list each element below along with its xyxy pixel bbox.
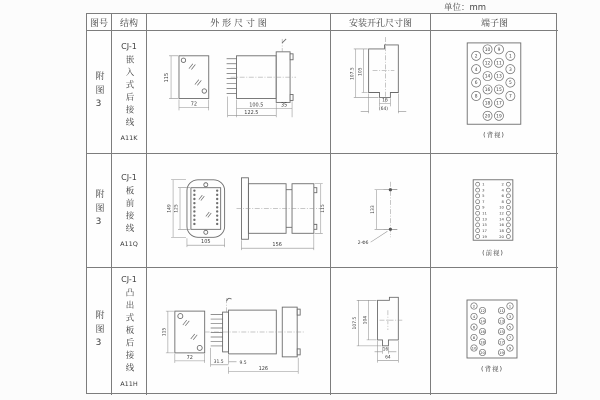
- svg-text:12: 12: [484, 61, 491, 67]
- svg-text:16: 16: [484, 88, 491, 94]
- model-code-label: A11H: [120, 379, 138, 388]
- dim-label: 100.5: [249, 102, 264, 109]
- svg-text:16: 16: [499, 223, 504, 228]
- header-fig-no: 图号: [87, 14, 112, 31]
- fig-no-label: 附图3: [93, 189, 104, 232]
- svg-text:20: 20: [484, 114, 491, 120]
- mounting-hole-drawing-a11q: [331, 154, 430, 267]
- svg-text:15: 15: [496, 88, 502, 94]
- svg-text:5: 5: [482, 194, 485, 199]
- structure-cell-row3: [112, 268, 147, 395]
- svg-text:10: 10: [471, 345, 477, 351]
- svg-text:7: 7: [482, 199, 485, 204]
- svg-text:11: 11: [496, 61, 502, 67]
- dim-label: 104: [363, 315, 369, 325]
- svg-text:11: 11: [482, 211, 487, 216]
- svg-text:12: 12: [480, 307, 485, 313]
- wiring-type-label: 板前接线: [124, 186, 134, 236]
- outline-drawing-a11k: [147, 31, 330, 153]
- model-label: CJ-1: [121, 173, 137, 182]
- dim-label: 115: [162, 327, 168, 337]
- hole-spec-label: 2-Φ6: [357, 241, 369, 247]
- svg-text:2: 2: [501, 182, 504, 187]
- terminal-diagram-a11h: [431, 268, 558, 395]
- svg-text:18: 18: [484, 101, 491, 107]
- outline-cell-row3: [147, 268, 331, 395]
- structure-cell-row2: [112, 154, 147, 268]
- svg-text:9: 9: [508, 345, 512, 351]
- svg-text:1: 1: [508, 303, 512, 309]
- svg-text:2: 2: [474, 54, 478, 60]
- terminal-circles: [471, 303, 513, 356]
- unit-label: 单位：mm: [444, 3, 487, 13]
- svg-text:3: 3: [508, 67, 512, 73]
- svg-text:14: 14: [480, 318, 485, 324]
- svg-text:5: 5: [508, 324, 512, 330]
- svg-text:8: 8: [501, 199, 504, 204]
- svg-text:20: 20: [499, 234, 504, 239]
- fig-no-label: 附图3: [93, 310, 104, 353]
- model-code-label: A11K: [120, 134, 138, 142]
- dim-label: 9.5: [239, 360, 247, 366]
- svg-text:7: 7: [508, 94, 512, 100]
- svg-text:15: 15: [482, 223, 487, 228]
- svg-text:18: 18: [480, 339, 485, 345]
- svg-text:7: 7: [508, 334, 512, 340]
- outline-drawing-a11h: [147, 268, 330, 395]
- dim-label: 64: [385, 355, 391, 361]
- svg-text:6: 6: [474, 81, 478, 87]
- view-caption: (前视): [482, 249, 504, 258]
- dim-label: 122.5: [244, 109, 259, 116]
- svg-text:14: 14: [484, 74, 491, 80]
- svg-text:17: 17: [499, 339, 504, 345]
- svg-text:1: 1: [482, 182, 485, 187]
- dim-label: 115: [164, 72, 171, 83]
- dim-label: (64): [378, 106, 389, 112]
- svg-text:20: 20: [480, 349, 485, 355]
- dim-label: 72: [186, 354, 193, 361]
- spec-table: [86, 13, 557, 394]
- terminal-cell-row2: [431, 154, 558, 268]
- dim-label: 107.5: [350, 67, 356, 81]
- header-mounting: 安装开孔尺寸图: [331, 14, 431, 31]
- svg-text:17: 17: [482, 228, 487, 233]
- mounting-hole-drawing-a11k: [331, 31, 430, 153]
- svg-text:6: 6: [501, 194, 504, 199]
- terminal-numbers: [472, 303, 512, 355]
- fig-no-cell-row1: [87, 31, 112, 154]
- svg-text:10: 10: [484, 47, 491, 53]
- outline-drawing-a11q: [147, 154, 330, 267]
- terminal-circles: [476, 182, 511, 238]
- fig-no-cell-row2: [87, 154, 112, 268]
- terminal-diagram-a11k: [431, 31, 558, 153]
- outline-cell-row2: [147, 154, 331, 268]
- dim-label: 107.5: [353, 316, 359, 330]
- dim-label: 133: [371, 205, 377, 214]
- svg-text:5: 5: [508, 81, 512, 87]
- terminal-cell-row1: [431, 31, 558, 154]
- dim-label: 105: [201, 239, 211, 246]
- wiring-type-label: 凸出式板后接线: [123, 288, 134, 376]
- terminal-diagram-a11q: [431, 154, 558, 267]
- structure-cell-row1: [112, 31, 147, 154]
- mounting-cell-row1: [331, 31, 431, 154]
- wiring-type-label: 嵌入式后接线: [123, 55, 134, 130]
- dim-label: 156: [272, 242, 282, 249]
- svg-text:8: 8: [474, 94, 478, 100]
- dim-label: 16: [382, 98, 388, 104]
- svg-text:6: 6: [472, 324, 476, 330]
- header-terminal: 端子图: [431, 14, 558, 31]
- dim-label: 72: [190, 101, 198, 108]
- view-caption: (背视): [480, 365, 504, 373]
- svg-text:17: 17: [496, 101, 502, 107]
- dim-label: 126: [258, 365, 269, 372]
- svg-text:13: 13: [499, 318, 504, 324]
- svg-text:13: 13: [496, 74, 502, 80]
- svg-text:4: 4: [501, 188, 504, 193]
- svg-text:19: 19: [496, 114, 502, 120]
- dim-label: 105: [358, 67, 364, 76]
- fig-no-cell-row3: [87, 268, 112, 395]
- svg-text:14: 14: [499, 217, 504, 222]
- svg-text:18: 18: [499, 228, 504, 233]
- view-caption: (背视): [483, 131, 505, 140]
- mounting-hole-drawing-a11h: [331, 268, 430, 395]
- svg-text:3: 3: [508, 313, 512, 319]
- svg-text:4: 4: [474, 67, 478, 73]
- svg-text:10: 10: [499, 205, 504, 210]
- dim-label: 149: [167, 204, 173, 213]
- dim-label: 115: [321, 204, 327, 213]
- svg-text:1: 1: [508, 54, 512, 60]
- svg-text:9: 9: [497, 47, 501, 53]
- model-label: CJ-1: [121, 275, 137, 285]
- terminal-numbers: [482, 183, 504, 239]
- dim-label: 125: [174, 204, 180, 213]
- header-structure: 结构: [112, 14, 147, 31]
- svg-text:8: 8: [472, 334, 476, 340]
- svg-text:19: 19: [482, 234, 487, 239]
- svg-text:9: 9: [482, 205, 485, 210]
- mounting-cell-row2: [331, 154, 431, 268]
- header-outline: 外 形 尺 寸 图: [147, 14, 331, 31]
- terminal-cell-row3: [431, 268, 558, 395]
- svg-text:19: 19: [499, 349, 504, 355]
- svg-text:3: 3: [482, 188, 485, 193]
- svg-text:16: 16: [480, 328, 485, 334]
- svg-text:11: 11: [499, 307, 504, 313]
- dim-label: 16: [382, 347, 389, 353]
- svg-text:13: 13: [482, 217, 487, 222]
- svg-text:12: 12: [499, 211, 504, 216]
- dim-label: 35: [280, 102, 288, 109]
- fig-no-label: 附图3: [93, 70, 104, 114]
- model-code-label: A11Q: [120, 240, 138, 248]
- dim-label: 31.5: [213, 359, 224, 365]
- svg-text:2: 2: [472, 303, 476, 309]
- model-label: CJ-1: [121, 42, 137, 51]
- svg-text:15: 15: [499, 328, 504, 334]
- svg-text:4: 4: [472, 313, 476, 319]
- outline-cell-row1: [147, 31, 331, 154]
- mounting-cell-row3: [331, 268, 431, 395]
